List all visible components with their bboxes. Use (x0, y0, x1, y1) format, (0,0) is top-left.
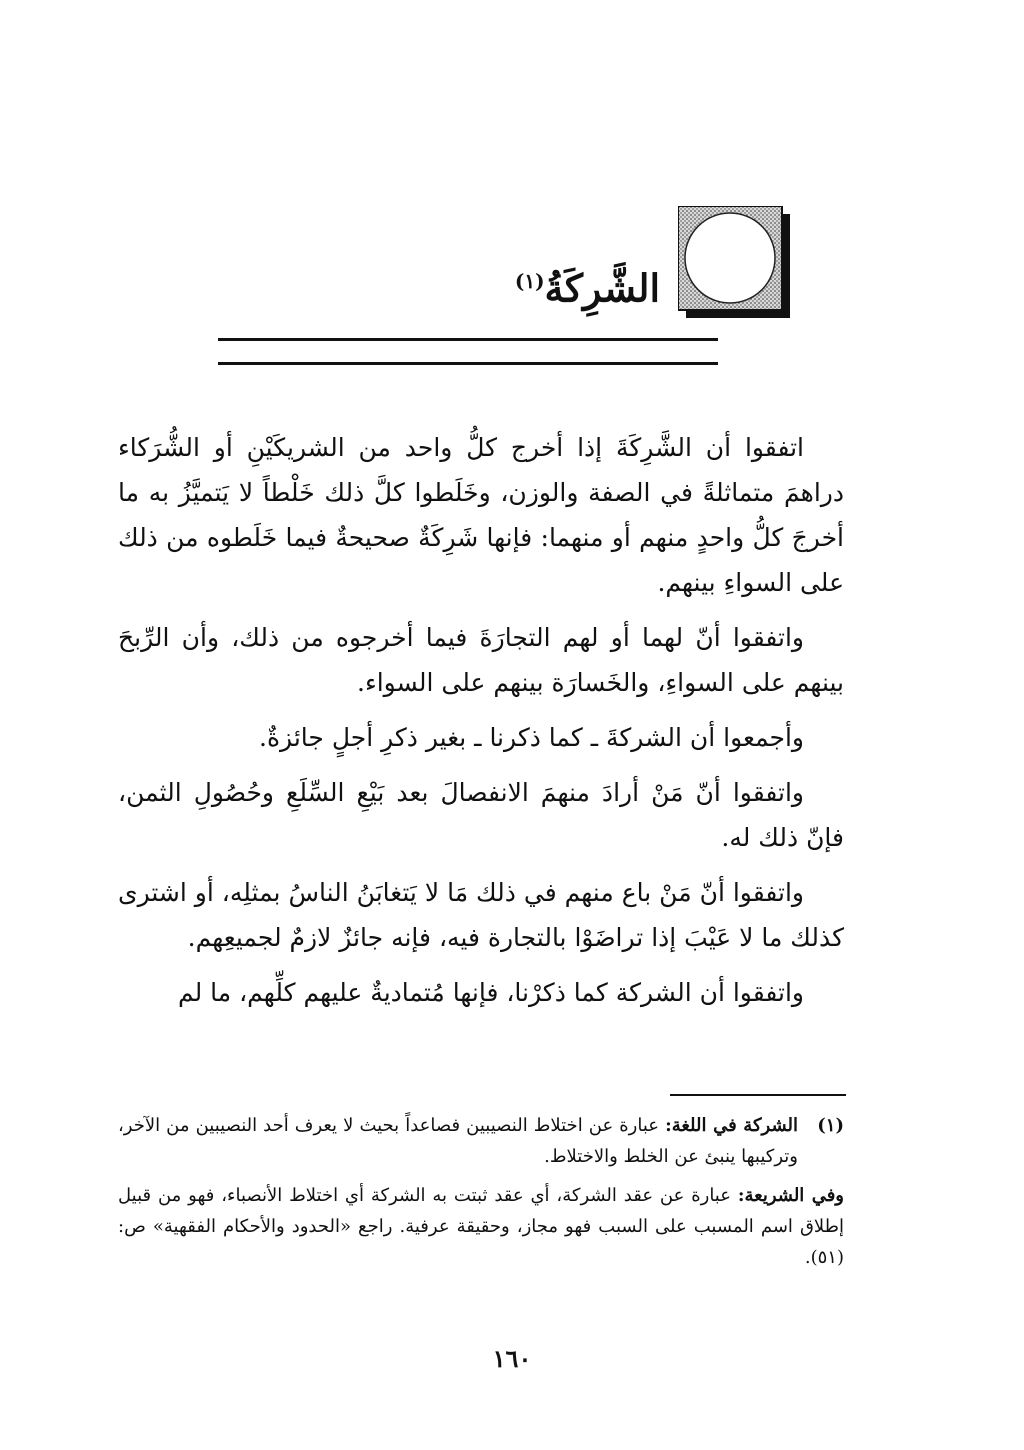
paragraph: واتفقوا أن الشركة كما ذكرْنا، فإنها مُتماديةٌ عليهم كلِّهم، ما لم (177, 978, 804, 1007)
footnote-term: وفي الشريعة: (737, 1185, 845, 1206)
main-text (118, 425, 844, 1025)
footnote-note-2 (118, 1180, 844, 1273)
chapter-title-text: الشَّرِكَةُ (544, 265, 660, 311)
footnote-term: الشركة في اللغة: (665, 1115, 798, 1136)
paragraph: وأجمعوا أن الشركةَ ـ كما ذكرنا ـ بغير ذكرِ أجلٍ جائزةٌ. (259, 723, 804, 752)
footnote-number: (١) (817, 1115, 844, 1136)
footnote-separator (670, 1094, 846, 1096)
paragraph: واتفقوا أنّ لهما أو لهم التجارَةَ فيما أخرجوه من ذلك، وأن الرِّبحَ بينهم على السواءِ، والخَسارَة بينهم على السواء. (118, 623, 844, 697)
footnote-text: عبارة عن اختلاط النصيبين فصاعداً بحيث لا يعرف أحد النصيبين من الآخر، وتركيبها ينبئ عن الخلط والاختلاط. (118, 1115, 798, 1167)
chapter-title (380, 256, 660, 314)
page-number: ١٦٠ (492, 1344, 532, 1373)
paragraph: اتفقوا أن الشَّرِكَةَ إذا أخرج كلُّ واحد من الشريكَيْنِ أو الشُّرَكاء دراهمَ متماثلةً في الصفة والوزن، وخَلَطوا كلَّ ذلك خَلْطاً لا يَتميَّزُ به ما أخرجَ كلُّ واحدٍ منهم أو منهما: فإنها شَرِكَةٌ صحيحةٌ فيما خَلَطوه من ذلك على السواءِ بينهم. (118, 433, 844, 597)
paragraph: واتفقوا أنّ مَنْ باع منهم في ذلك مَا لا يَتغابَنُ الناسُ بمثلِه، أو اشترى كذلك ما لا عَيْبَ إذا تراضَوْا بالتجارة فيه، فإنه جائزٌ لازمٌ لجميعِهم. (118, 878, 844, 952)
chapter-ornament-icon (678, 206, 790, 318)
footnote (118, 1110, 844, 1172)
footnote-text: عبارة عن عقد الشركة، أي عقد ثبتت به الشركة أي اختلاط الأنصباء، فهو من قبيل إطلاق اسم المسبب على السبب فهو مجاز، وحقيقة عرفية. راجع «الحدود والأحكام الفقهية» ص: (٥١). (118, 1185, 844, 1268)
title-footnote-ref: (١) (514, 269, 545, 293)
footnotes (118, 1110, 844, 1273)
paragraph: واتفقوا أنّ مَنْ أرادَ منهمَ الانفصالَ بعد بَيْعِ السِّلَعِ وحُصُولِ الثمن، فإنّ ذلك له. (118, 778, 844, 852)
footnote-body (118, 1110, 798, 1172)
footnote-note-1 (118, 1110, 798, 1172)
title-rule-top (218, 338, 718, 341)
title-rule-bottom (218, 362, 718, 365)
